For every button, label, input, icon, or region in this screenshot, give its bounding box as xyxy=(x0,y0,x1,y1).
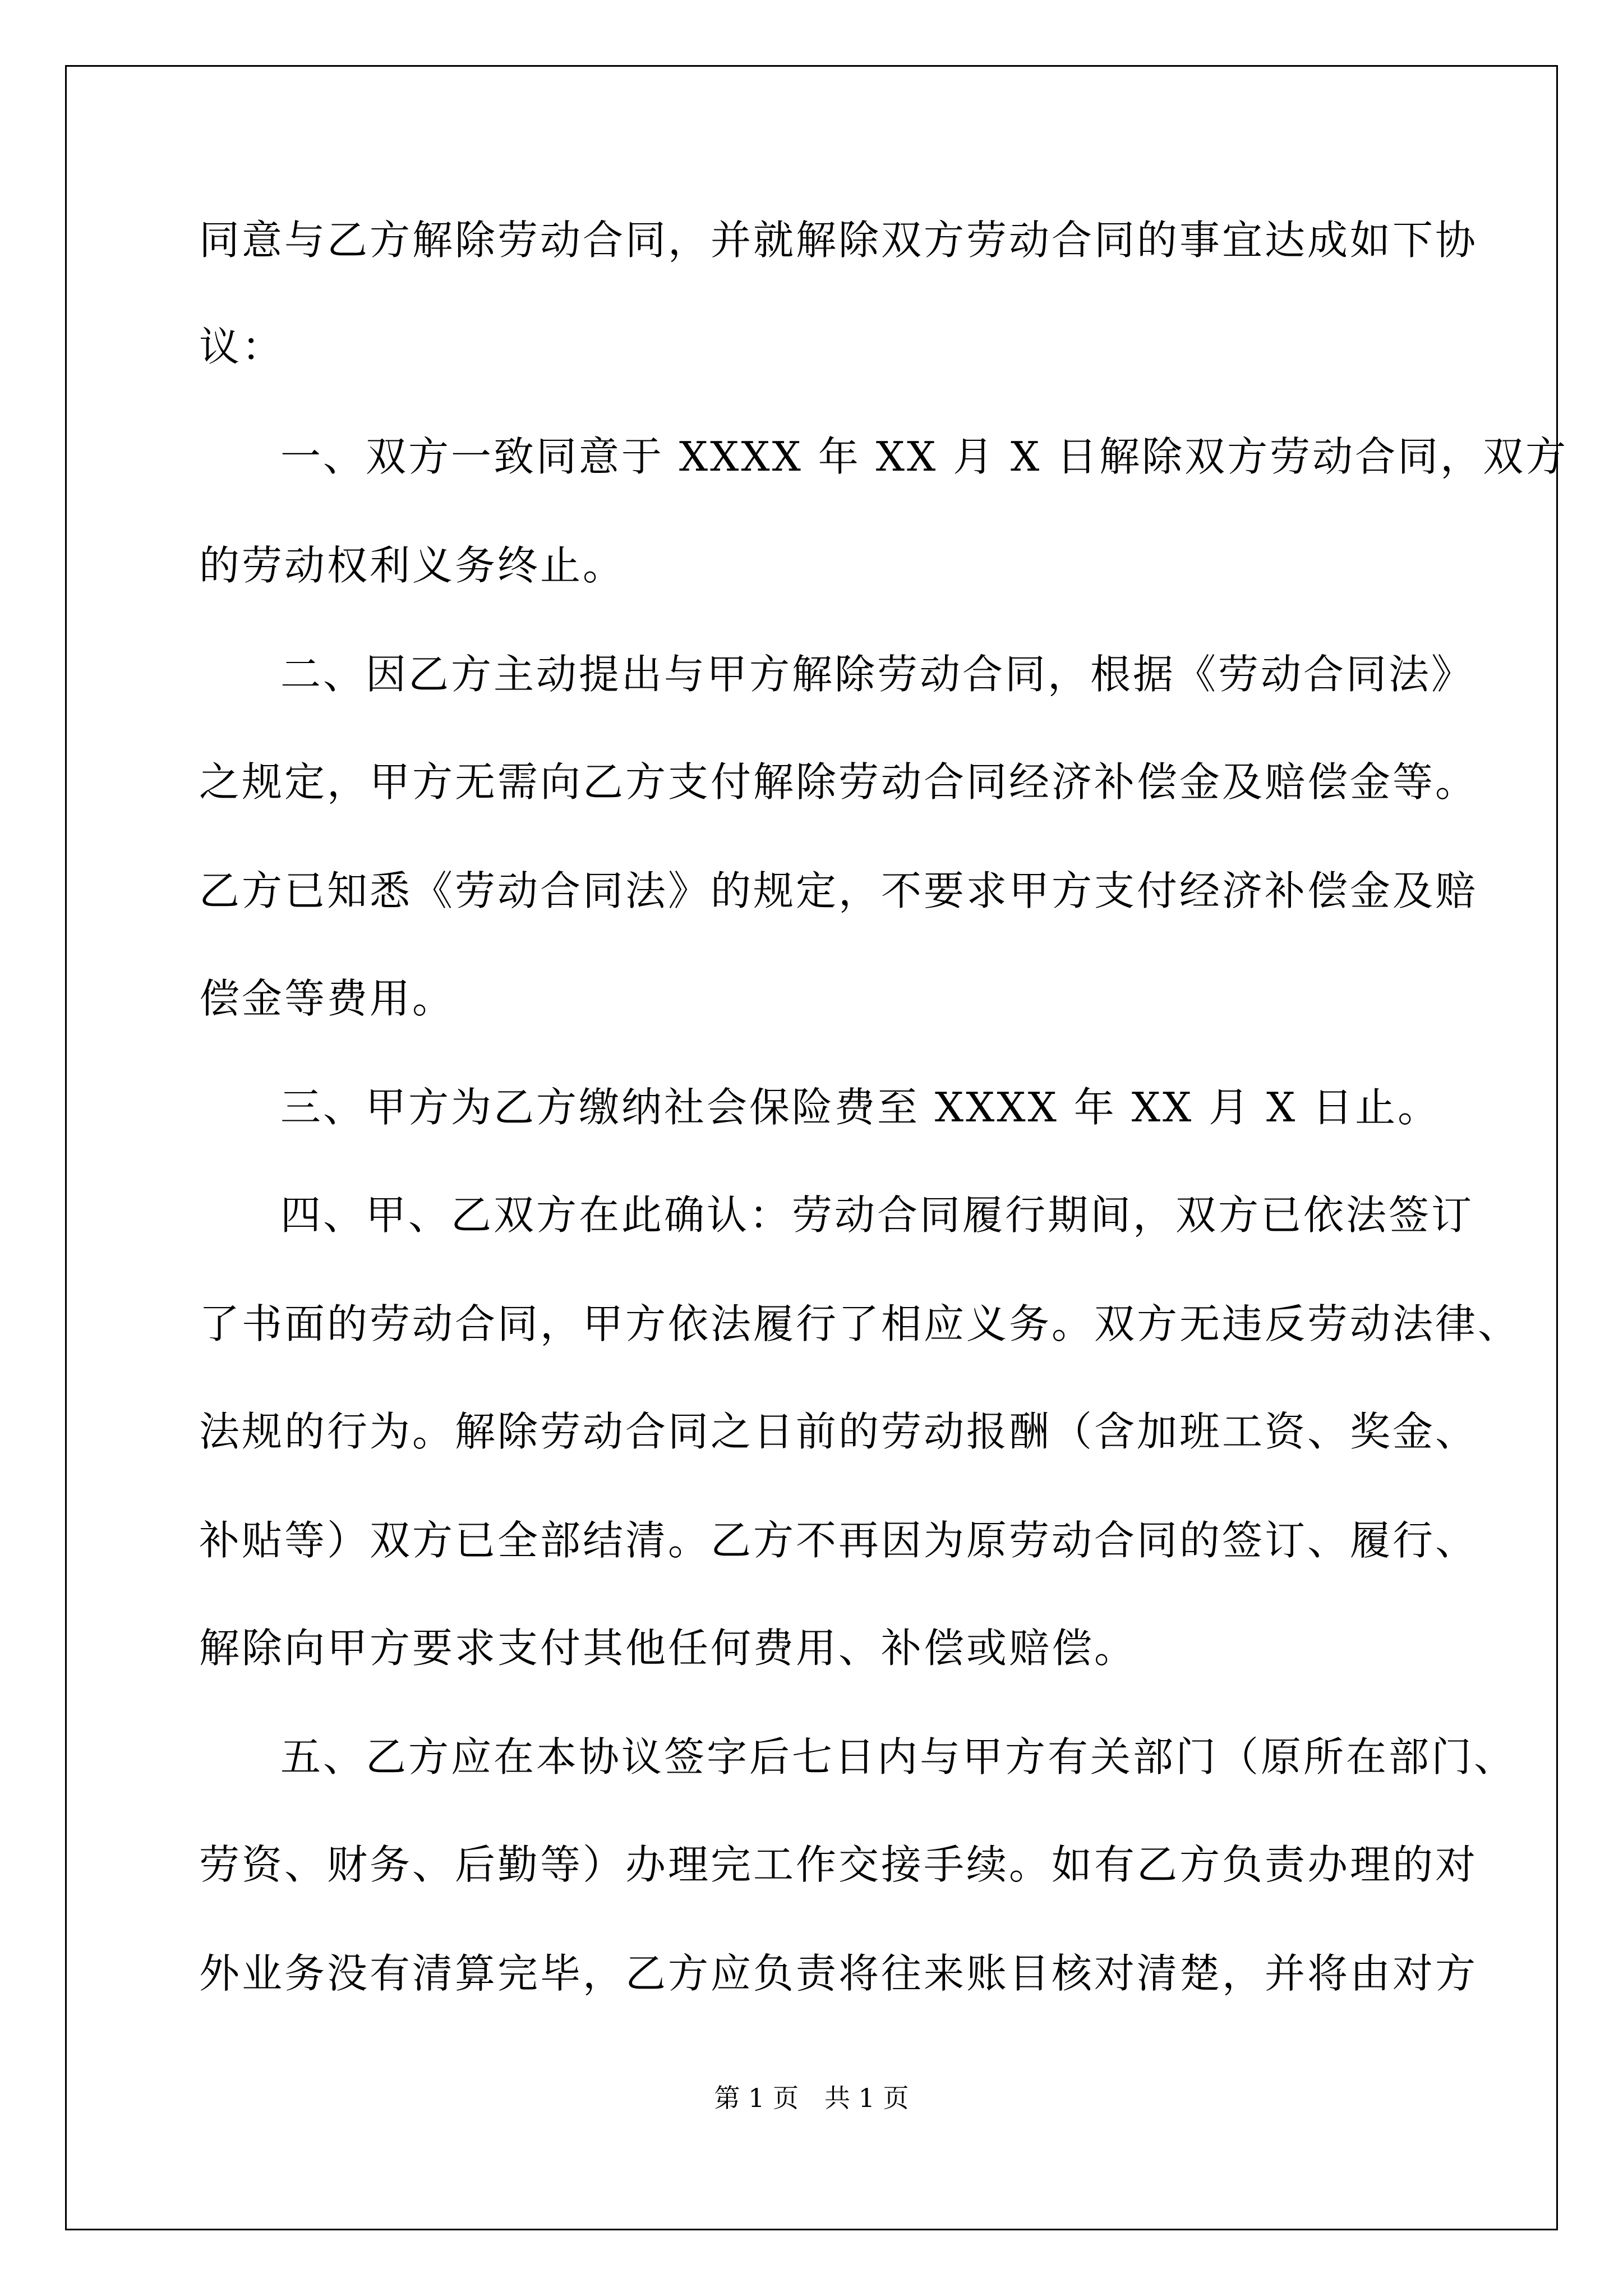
text-line: 法规的行为。解除劳动合同之日前的劳动报酬（含加班工资、奖金、 xyxy=(199,1408,1478,1455)
text-line: 一、双方一致同意于 XXXX 年 XX 月 X 日解除双方劳动合同，双方 xyxy=(280,433,1569,480)
text-line: 三、甲方为乙方缴纳社会保险费至 XXXX 年 XX 月 X 日止。 xyxy=(280,1084,1441,1131)
text-line: 劳资、财务、后勤等）办理完工作交接手续。如有乙方负责办理的对 xyxy=(199,1841,1478,1888)
text-line: 同意与乙方解除劳动合同，并就解除双方劳动合同的事宜达成如下协 xyxy=(199,217,1478,264)
text-line: 乙方已知悉《劳动合同法》的规定，不要求甲方支付经济补偿金及赔 xyxy=(199,867,1478,914)
text-line: 五、乙方应在本协议签字后七日内与甲方有关部门（原所在部门、 xyxy=(280,1733,1517,1780)
text-line: 补贴等）双方已全部结清。乙方不再因为原劳动合同的签订、履行、 xyxy=(199,1517,1478,1564)
text-line: 解除向甲方要求支付其他任何费用、补偿或赔偿。 xyxy=(199,1625,1137,1672)
text-line: 外业务没有清算完毕，乙方应负责将往来账目核对清楚，并将由对方 xyxy=(199,1950,1478,1997)
text-line: 二、因乙方主动提出与甲方解除劳动合同，根据《劳动合同法》 xyxy=(280,651,1474,698)
text-line: 的劳动权利义务终止。 xyxy=(199,542,626,589)
text-line: 四、甲、乙双方在此确认：劳动合同履行期间，双方已依法签订 xyxy=(280,1191,1474,1239)
page-border xyxy=(65,65,1558,2230)
text-line: 之规定，甲方无需向乙方支付解除劳动合同经济补偿金及赔偿金等。 xyxy=(199,758,1478,806)
text-line: 了书面的劳动合同，甲方依法履行了相应义务。双方无违反劳动法律、 xyxy=(199,1300,1521,1347)
text-line: 偿金等费用。 xyxy=(199,975,455,1022)
page-number-footer: 第 1 页 共 1 页 xyxy=(714,2083,909,2113)
text-line: 议： xyxy=(199,323,285,370)
